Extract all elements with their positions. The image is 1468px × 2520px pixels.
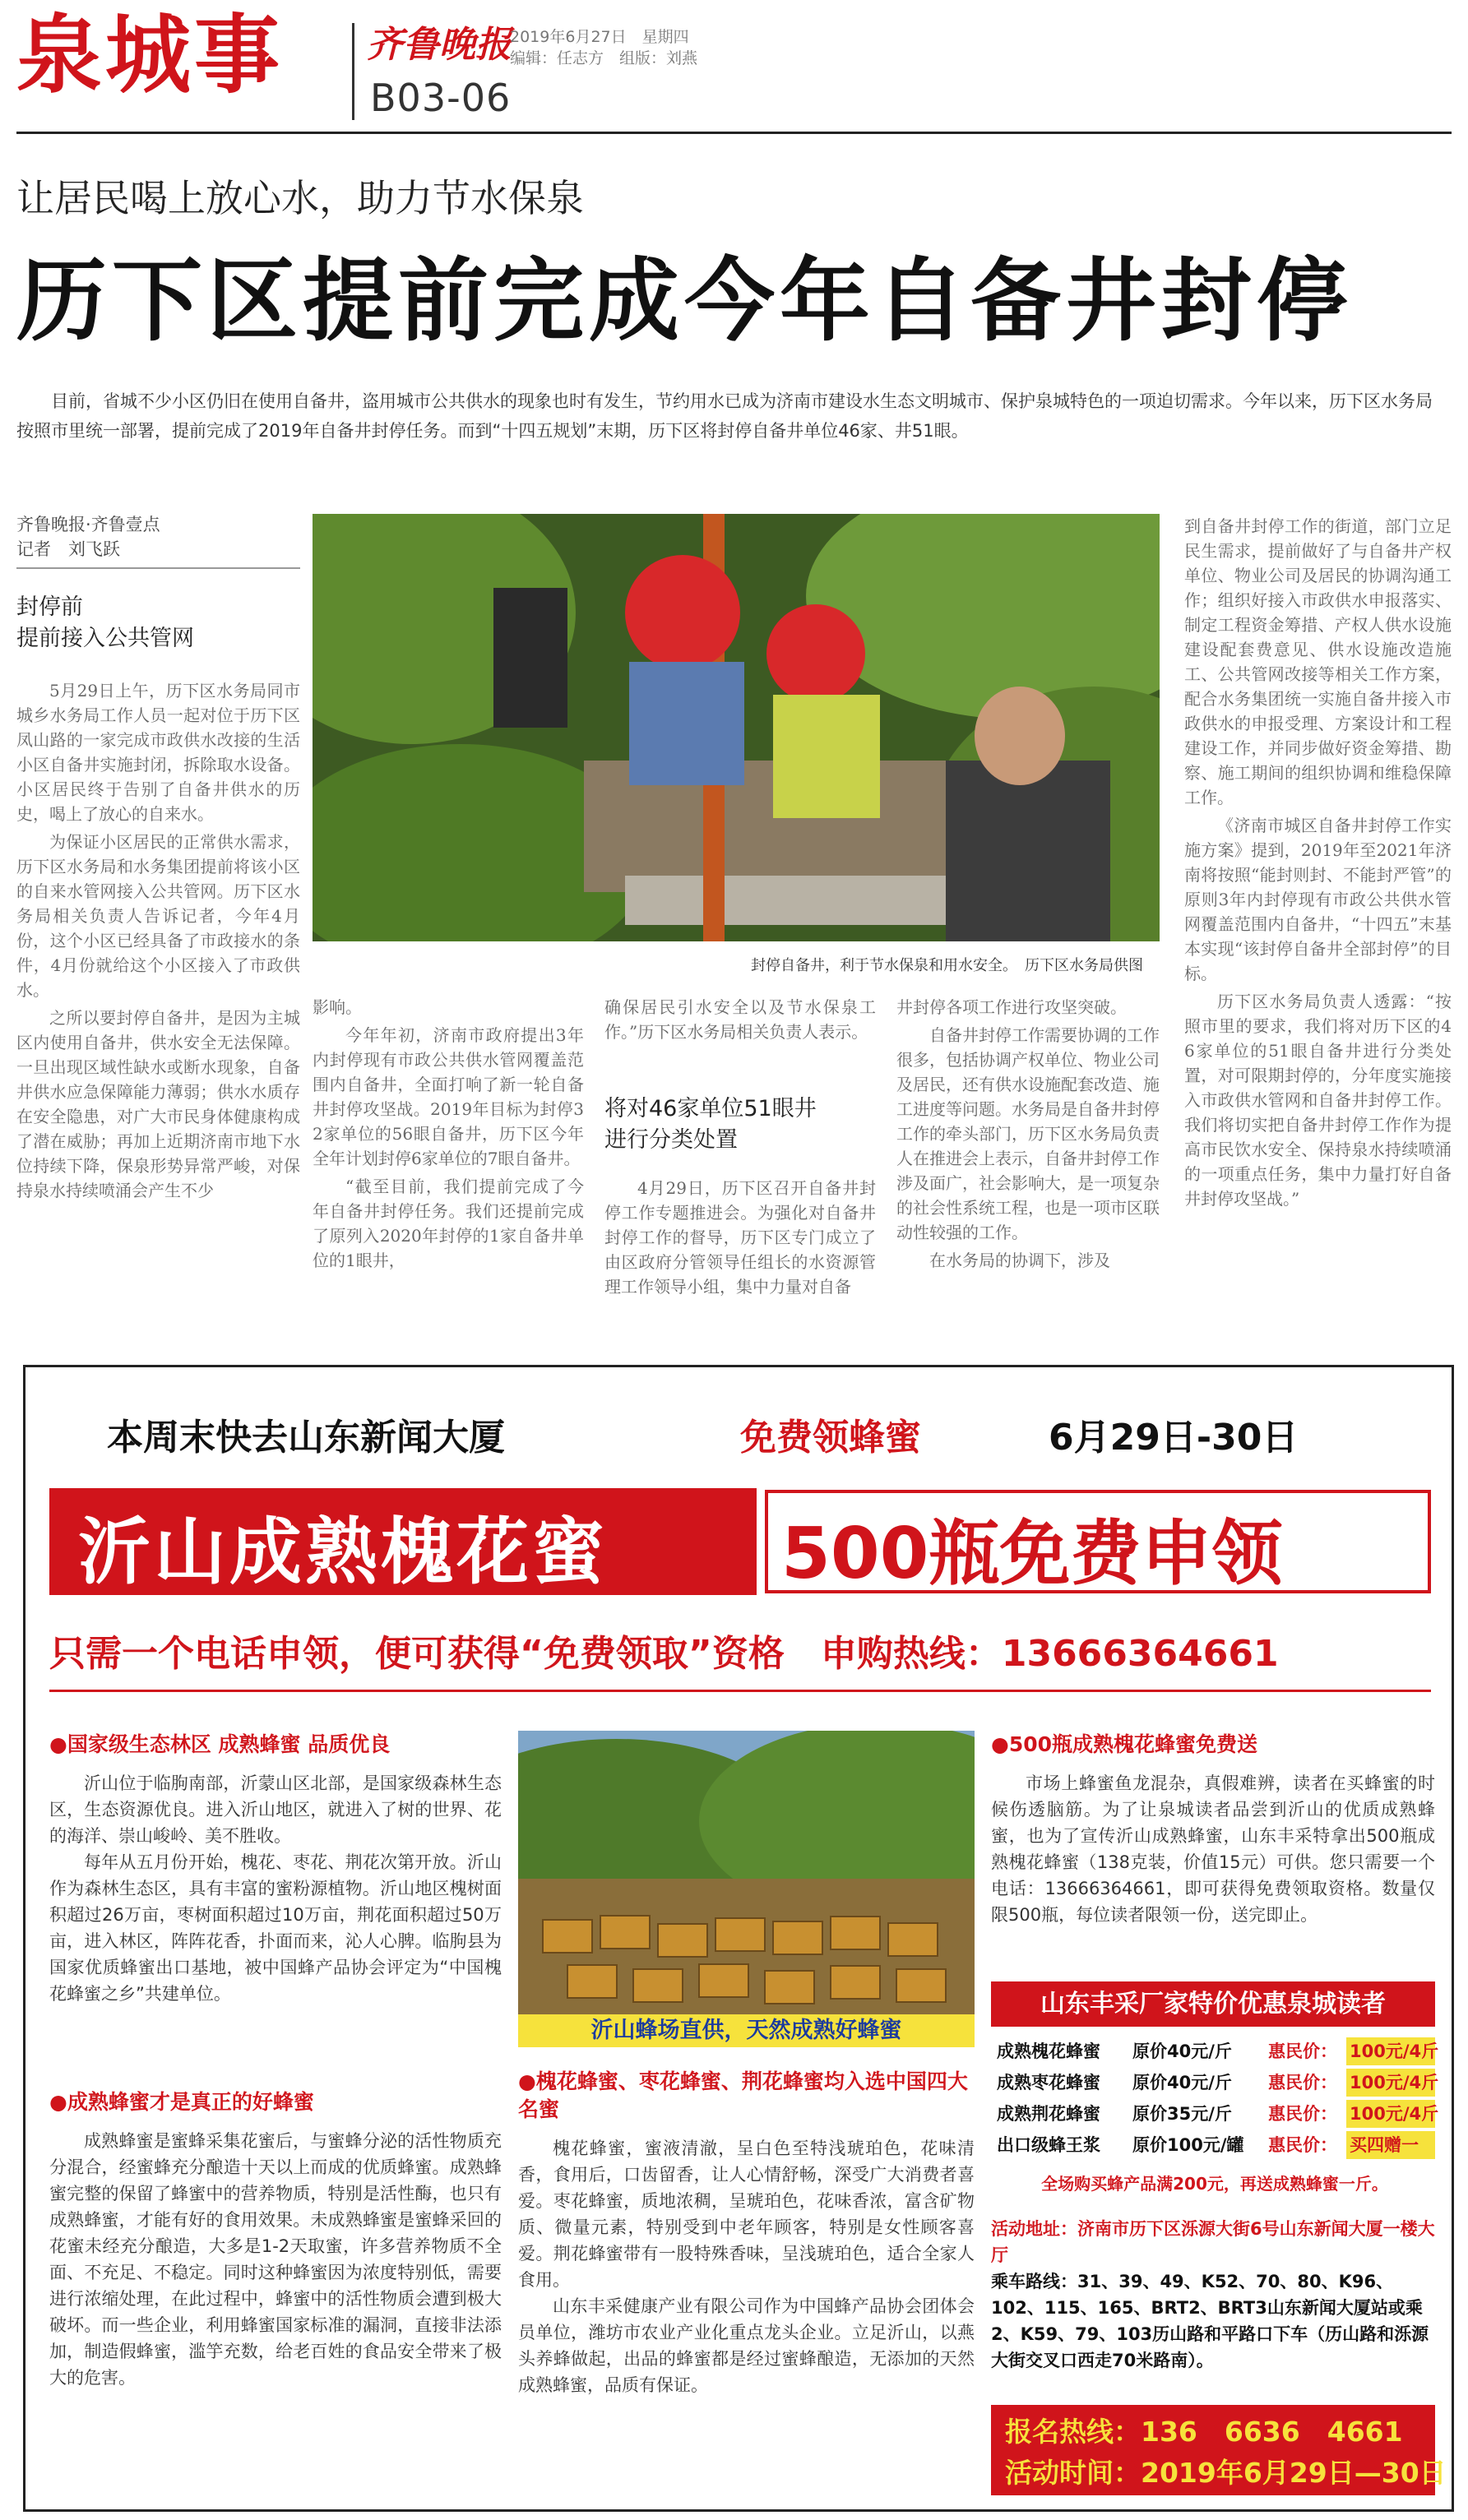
bus-routes [991,2268,1435,2374]
ad-top-highlight: 免费领蜂蜜 [740,1417,921,1459]
ad-section-body [49,1770,502,2007]
paragraph: 4月29日，历下区召开自备井封停工作专题推进会。为强化对自备井封停工作的督导，历下区专门成立了由区政府分管领导任组长的水资源管理工作领导小组，集中力量对自备 [604,1178,876,1297]
photo-caption: 封停自备井，利于节水保泉和用水安全。 历下区水务局供图 [751,957,1143,974]
ad-call-line: 只需一个电话申领，便可获得“免费领取”资格 申购热线：13666364661 [49,1633,1279,1675]
paragraph: 历下区水务局负责人透露：“按照市里的要求，我们将对历下区的46家单位的51眼自备井进行分类处置，对可限期封停的，分年度实施接入市政供水管网和自备井封停工作。我们将切实把自备井封停工作作为提高市民饮水安全、保持泉水持续喷涌的一项重点任务，集中力量打好自备井封停攻坚战。” [1184,992,1452,1209]
paragraph: 每年从五月份开始，槐花、枣花、荆花次第开放。沂山作为森林生态区，具有丰富的蜜粉源植物。沂山地区槐树面积超过26万亩，枣树面积超过10万亩，荆花面积超过50万亩，进入林区，阵阵花香，扑面而来，沁人心脾。临朐县为国家优质蜂蜜出口基地，被中国蜂产品协会评定为“中国槐花蜂蜜之乡”共建单位。 [49,1852,502,2004]
product-name: 成熟槐花蜂蜜 [997,2041,1100,2061]
ad-section-3 [518,2068,975,2398]
subhead-2-line: 将对46家单位51眼井 [604,1096,817,1121]
paragraph: 井封停各项工作进行攻坚突破。 [896,997,1127,1017]
signup-hotline: 报名热线：136 6636 4661 [1005,2416,1403,2448]
original-price: 原价100元/罐 [1132,2135,1244,2155]
article-column-3 [604,995,876,1047]
article-column-5 [1184,514,1452,1214]
ad-banner-right-text: 500瓶免费申领 [781,1513,1283,1595]
paragraph: 在水务局的协调下，涉及 [929,1251,1110,1270]
product-name: 成熟荆花蜂蜜 [997,2104,1100,2124]
paragraph: 为保证小区居民的正常供水需求，历下区水务局和水务集团提前将该小区的自来水管网接入公共管网。历下区水务局相关负责人告诉记者，今年4月份，这个小区已经具备了市政接水的条件，4月份就给这个小区接入了市政供水。 [16,832,300,1000]
product-name: 成熟枣花蜂蜜 [997,2073,1100,2092]
subhead-1-line: 封停前 [16,594,83,620]
deal-price: 100元/4斤 [1346,2037,1435,2065]
paper-logo: 齐鲁晚报 [367,24,512,66]
price-row [997,2100,1439,2128]
paragraph: 影响。 [313,997,362,1017]
article-kicker: 让居民喝上放心水，助力节水保泉 [16,176,584,220]
well-sealing-photo [313,514,1160,941]
ad-top-date: 6月29日-30日 [1049,1417,1299,1459]
deal-price: 100元/4斤 [1346,2069,1435,2097]
paragraph: “截至目前，我们提前完成了今年自备井封停任务。我们还提前完成了原列入2020年封停的1家自备井单位的1眼井， [313,1177,584,1270]
price-row [997,2069,1439,2097]
paragraph: 市场上蜂蜜鱼龙混杂，真假难辨，读者在买蜂蜜的时候伤透脑筋。为了让泉城读者品尝到沂山的优质成熟蜂蜜，也为了宣传沂山成熟蜂蜜，山东丰采特拿出500瓶成熟槐花蜂蜜（138克装，价值15元）可供。您只需要一个电话：13666364661，即可获得免费领取资格。数量仅限500瓶，每位读者限领一份，送完即止。 [991,1773,1435,1925]
paragraph: 山东丰采健康产业有限公司作为中国蜂产品协会团体会员单位，潍坊市农业产业化重点龙头企业。立足沂山，以燕头养蜂做起，出品的蜂蜜都是经过蜜蜂酿造，无添加的天然成熟蜂蜜，品质有保证。 [518,2296,975,2395]
event-time: 活动时间：2019年6月29日—30日 [1005,2457,1447,2489]
photo-illustration [313,514,1160,941]
apiary-caption: 沂山蜂场直供，天然成熟好蜂蜜 [518,2014,975,2047]
deal-price: 买四赠一 [1346,2131,1435,2159]
price-note: 全场购买蜂产品满200元，再送成熟蜂蜜一斤。 [1041,2174,1388,2194]
masthead-divider [352,23,354,120]
article-lede: 目前，省城不少小区仍旧在使用自备井，盗用城市公共供水的现象也时有发生，节约用水已成为济南市建设水生态文明城市、保护泉城特色的一项迫切需求。今年以来，历下区水务局按照市里统一部署，提前完成了2019年自备井封停任务。而到“十四五规划”末期，历下区将封停自备井单位46家、井51眼。 [16,391,1433,441]
ad-section-2 [49,2088,502,2391]
article-column-1 [16,678,300,1206]
event-address: 活动地址：济南市历下区泺源大街6号山东新闻大厦一楼大厅 [991,2219,1435,2265]
ad-top-line: 本周末快去山东新闻大厦 [107,1417,505,1459]
ad-banner-left-text: 沂山成熟槐花蜜 [78,1510,609,1594]
subhead-1-line: 提前接入公共管网 [16,626,194,651]
paragraph: 槐花蜂蜜，蜜液清澈，呈白色至特浅琥珀色，花味清香，食用后，口齿留香，让人心情舒畅，深受广大消费者喜爱。枣花蜂蜜，质地浓稠，呈琥珀色，花味香浓，富含矿物质、微量元素，特别受到中老年顾客，特别是女性顾客喜爱。荆花蜂蜜带有一股特殊香味，呈浅琥珀色，适合全家人食用。 [518,2139,975,2290]
issue-date: 2019年6月27日 星期四 [510,28,689,46]
original-price: 原价35元/斤 [1132,2104,1232,2124]
article-column-2 [313,995,584,1276]
section-title: 泉城事 [16,5,284,105]
ad-section-1 [49,1731,502,2007]
ad-section-body [49,2128,502,2391]
byline-org: 齐鲁晚报·齐鲁壹点 [16,515,160,534]
deal-label: 惠民价： [1268,2041,1337,2061]
article-column-4 [896,995,1160,1276]
byline-rule [16,567,300,569]
ad-section-body [518,2135,975,2398]
original-price: 原价40元/斤 [1132,2041,1232,2061]
ad-section-4 [991,1731,1435,1928]
price-row [997,2131,1433,2159]
price-row [997,2037,1439,2065]
paragraph: 到自备井封停工作的街道，部门立足民生需求，提前做好了与自备井产权单位、物业公司及居民的协调沟通工作；组织好接入市政供水申报落实、制定工程资金筹措、产权人供水设施建设配套费意见、供水设施改造施工、公共管网改接等相关工作方案，配合水务集团统一实施自备井接入市政供水的申报受理、方案设计和工程建设工作，并同步做好资金筹措、勘察、施工期间的组织协调和维稳保障工作。 [1184,516,1452,807]
paragraph: 之所以要封停自备井，是因为主城区内使用自备井，供水安全无法保障。一旦出现区域性缺水或断水现象，自备井供水应急保障能力薄弱；供水水质存在安全隐患，对广大市民身体健康构成了潜在威胁；再加上近期济南市地下水位持续下降，保泉形势异常严峻，对保持泉水持续喷涌会产生不少 [16,1008,300,1200]
article-column-3b [604,1176,876,1302]
byline-author: 记者 刘飞跃 [16,539,120,559]
original-price: 原价40元/斤 [1132,2073,1232,2092]
ad-rule [49,1690,1431,1692]
paragraph: 《济南市城区自备井封停工作实施方案》提到，2019年至2021年济南将按照“能封则封、不能封严管”的原则3年内封停现有市政公共供水管网覆盖范围内自备井，“十四五”末基本实现“该封停自备井全部封停”的目标。 [1184,816,1452,983]
apiary-illustration [518,1731,975,2014]
product-name: 出口级蜂王浆 [997,2135,1100,2155]
page-code: B03-06 [370,76,512,120]
ad-section-heading: ●国家级生态林区 成熟蜂蜜 品质优良 [49,1732,391,1756]
ad-section-heading: ●槐花蜂蜜、枣花蜂蜜、荆花蜂蜜均入选中国四大名蜜 [518,2069,968,2121]
price-table-heading: 山东丰采厂家特价优惠泉城读者 [991,1981,1435,2027]
paragraph: 沂山位于临朐南部，沂蒙山区北部，是国家级森林生态区，生态资源优良。进入沂山地区，就进入了树的世界、花的海洋、崇山峻岭、美不胜收。 [49,1773,502,1846]
event-address-box [991,2216,1435,2401]
deal-label: 惠民价： [1268,2073,1337,2092]
ad-section-body [991,1770,1435,1928]
ad-section-heading: ●成熟蜂蜜才是真正的好蜂蜜 [49,2090,314,2114]
subhead-2 [604,1094,876,1156]
subhead-2-line: 进行分类处置 [604,1127,738,1153]
masthead-rule [16,132,1452,134]
paragraph: 确保居民引水安全以及节水保泉工作。”历下区水务局相关负责人表示。 [604,997,876,1042]
apiary-photo [518,1731,975,2014]
paragraph: 成熟蜂蜜是蜜蜂采集花蜜后，与蜜蜂分泌的活性物质充分混合，经蜜蜂充分酿造十天以上而成的优质蜂蜜。成熟蜂蜜完整的保留了蜂蜜中的营养物质，特别是活性酶，也只有成熟蜂蜜，才能有好的食用效果。未成熟蜂蜜是蜜蜂采回的花蜜未经充分酿造，大多是1-2天取蜜，许多营养物质不全面、不充足、不稳定。同时这种蜂蜜因为浓度特别低，需要进行浓缩处理，在此过程中，蜂蜜中的活性物质会遭到极大破坏。而一些企业，利用蜂蜜国家标准的漏洞，直接非法添加，制造假蜂蜜，滥竽充数，给老百姓的食品安全带来了极大的危害。 [49,2131,502,2388]
deal-label: 惠民价： [1268,2104,1337,2124]
paragraph: 自备井封停工作需要协调的工作很多，包括协调产权单位、物业公司及居民，还有供水设施配套改造、施工进度等问题。水务局是自备井封停工作的牵头部门，历下区水务局负责人在推进会上表示，自备井封停工作涉及面广，社会影响大，是一项复杂的社会性系统工程，也是一项市区联动性较强的工作。 [896,1025,1160,1242]
bus-label: 乘车路线： [991,2272,1077,2291]
issue-editor: 编辑：任志方 组版：刘燕 [510,49,698,67]
article-headline: 历下区提前完成今年自备井封停 [16,248,1352,354]
paragraph: 今年年初，济南市政府提出3年内封停现有市政公共供水管网覆盖范围内自备井，全面打响了新一轮自备井封停攻坚战。2019年目标为封停32家单位的56眼自备井，历下区今年全年计划封停6家单位的7眼自备井。 [313,1025,584,1168]
ad-section-heading: ●500瓶成熟槐花蜂蜜免费送 [991,1732,1257,1756]
subhead-1 [16,592,300,654]
bus-text: 31、39、49、K52、70、80、K96、102、115、165、BRT2、BRT3山东新闻大厦站或乘2、K59、79、103历山路和平路口下车（历山路和泺源大街交叉口西走70米路南）。 [991,2272,1429,2370]
deal-price: 100元/4斤 [1346,2100,1435,2128]
deal-label: 惠民价： [1268,2135,1337,2155]
paragraph: 5月29日上午，历下区水务局同市城乡水务局工作人员一起对位于历下区凤山路的一家完成市政供水改接的生活小区自备井实施封闭，拆除取水设备。小区居民终于告别了自备井供水的历史，喝上了放心的自来水。 [16,681,300,824]
